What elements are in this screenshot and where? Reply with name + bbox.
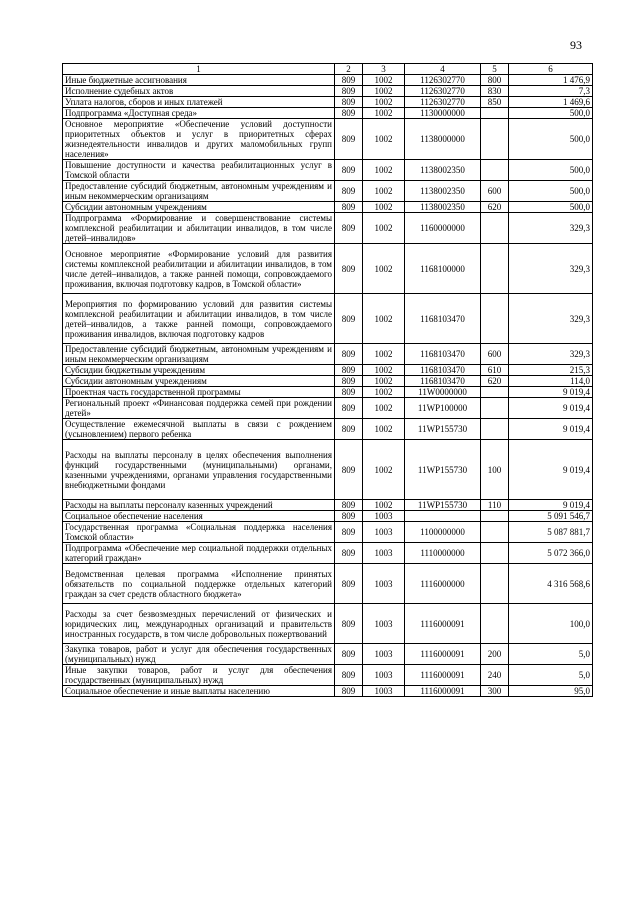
- row-target-code: 11WP100000: [405, 398, 481, 419]
- col-header: 5: [481, 64, 509, 75]
- row-section-code: 1002: [363, 202, 405, 213]
- row-amount: 329,3: [509, 213, 593, 244]
- row-expense-type: 240: [481, 665, 509, 686]
- row-section-code: 1002: [363, 97, 405, 108]
- row-expense-type: 830: [481, 86, 509, 97]
- row-target-code: 1126302770: [405, 86, 481, 97]
- row-amount: 1 469,6: [509, 97, 593, 108]
- table-row: [63, 522, 593, 543]
- row-section-code: 1003: [363, 686, 405, 697]
- row-amount: 95,0: [509, 686, 593, 697]
- row-ministry-code: 809: [335, 86, 363, 97]
- row-name: Иные бюджетные ассигнования: [63, 75, 335, 86]
- row-target-code: 1110000000: [405, 543, 481, 564]
- row-target-code: 1116000091: [405, 604, 481, 644]
- row-amount: 9 019,4: [509, 419, 593, 440]
- row-expense-type: [481, 213, 509, 244]
- col-header: 1: [63, 64, 335, 75]
- row-target-code: 1100000000: [405, 522, 481, 543]
- row-amount: 100,0: [509, 604, 593, 644]
- row-section-code: 1002: [363, 75, 405, 86]
- row-name: Расходы на выплаты персоналу в целях обеспечения выполнения функций государственными (муниципальными) органами, казенными учреждениями, органами управления государственными внебюджетными фондами: [63, 440, 335, 500]
- row-target-code: 1116000091: [405, 644, 481, 665]
- row-target-code: 11WP155730: [405, 440, 481, 500]
- row-target-code: 1168103470: [405, 376, 481, 387]
- row-expense-type: 110: [481, 500, 509, 511]
- row-section-code: 1002: [363, 86, 405, 97]
- table-row: [63, 86, 593, 97]
- table-row: [63, 419, 593, 440]
- row-name: Государственная программа «Социальная поддержка населения Томской области»: [63, 522, 335, 543]
- row-ministry-code: 809: [335, 108, 363, 119]
- row-section-code: 1002: [363, 398, 405, 419]
- row-expense-type: 600: [481, 344, 509, 365]
- row-amount: 500,0: [509, 181, 593, 202]
- row-amount: 114,0: [509, 376, 593, 387]
- row-expense-type: [481, 398, 509, 419]
- page-number: 93: [570, 38, 582, 52]
- row-name: Исполнение судебных актов: [63, 86, 335, 97]
- row-amount: 500,0: [509, 108, 593, 119]
- table-row: [63, 564, 593, 604]
- row-section-code: 1003: [363, 511, 405, 522]
- row-expense-type: 800: [481, 75, 509, 86]
- row-amount: 5 087 881,7: [509, 522, 593, 543]
- row-expense-type: 620: [481, 376, 509, 387]
- row-name: Субсидии бюджетным учреждениям: [63, 365, 335, 376]
- row-amount: 500,0: [509, 202, 593, 213]
- row-name: Социальное обеспечение и иные выплаты населению: [63, 686, 335, 697]
- row-target-code: 1116000000: [405, 564, 481, 604]
- row-name: Социальное обеспечение населения: [63, 511, 335, 522]
- table-row: [63, 604, 593, 644]
- row-target-code: 11WP155730: [405, 500, 481, 511]
- table-row: [63, 543, 593, 564]
- row-name: Подпрограмма «Обеспечение мер социальной поддержки отдельных категорий граждан»: [63, 543, 335, 564]
- row-expense-type: 200: [481, 644, 509, 665]
- table-row: [63, 398, 593, 419]
- table-row: [63, 181, 593, 202]
- table-row: [63, 119, 593, 160]
- row-ministry-code: 809: [335, 365, 363, 376]
- row-expense-type: [481, 119, 509, 160]
- row-amount: 5 072 366,0: [509, 543, 593, 564]
- row-ministry-code: 809: [335, 686, 363, 697]
- row-target-code: 11WP155730: [405, 419, 481, 440]
- row-amount: 5 091 546,7: [509, 511, 593, 522]
- row-name: Ведомственная целевая программа «Исполнение принятых обязательств по социальной поддержке отдельных категорий граждан за счет средств областного бюджета»: [63, 564, 335, 604]
- row-section-code: 1002: [363, 344, 405, 365]
- row-section-code: 1002: [363, 213, 405, 244]
- row-amount: 1 476,9: [509, 75, 593, 86]
- row-ministry-code: 809: [335, 387, 363, 398]
- row-amount: 500,0: [509, 119, 593, 160]
- row-ministry-code: 809: [335, 500, 363, 511]
- row-ministry-code: 809: [335, 564, 363, 604]
- row-ministry-code: 809: [335, 376, 363, 387]
- row-target-code: 1138000000: [405, 119, 481, 160]
- row-ministry-code: 809: [335, 522, 363, 543]
- table-row: [63, 387, 593, 398]
- row-ministry-code: 809: [335, 160, 363, 181]
- row-name: Подпрограмма «Формирование и совершенствование системы комплексной реабилитации и абилитации инвалидов, в том числе детей–инвалидов»: [63, 213, 335, 244]
- row-expense-type: [481, 294, 509, 344]
- row-name: Основное мероприятие «Формирование условий для развития системы комплексной реабилитации и абилитации инвалидов, в том числе детей–инвалидов, а также ранней помощи, сопровождаемого проживания, включая подготовку кадров, в Томской области»: [63, 244, 335, 294]
- row-amount: 9 019,4: [509, 500, 593, 511]
- row-target-code: 1168103470: [405, 294, 481, 344]
- row-section-code: 1002: [363, 181, 405, 202]
- row-name: Основное мероприятие «Обеспечение условий доступности приоритетных объектов и услуг в приоритетных сферах жизнедеятельности инвалидов и других маломобильных групп населения»: [63, 119, 335, 160]
- table-row: [63, 294, 593, 344]
- table-row: [63, 376, 593, 387]
- row-ministry-code: 809: [335, 440, 363, 500]
- row-amount: 7,3: [509, 86, 593, 97]
- row-ministry-code: 809: [335, 181, 363, 202]
- table-row: [63, 665, 593, 686]
- table-row: [63, 202, 593, 213]
- row-section-code: 1003: [363, 522, 405, 543]
- table-row: [63, 686, 593, 697]
- row-section-code: 1002: [363, 376, 405, 387]
- row-section-code: 1002: [363, 160, 405, 181]
- table-row: [63, 344, 593, 365]
- row-ministry-code: 809: [335, 202, 363, 213]
- table-row: [63, 160, 593, 181]
- row-ministry-code: 809: [335, 294, 363, 344]
- row-target-code: 1160000000: [405, 213, 481, 244]
- row-expense-type: 850: [481, 97, 509, 108]
- table-row: [63, 108, 593, 119]
- row-expense-type: [481, 522, 509, 543]
- row-expense-type: [481, 244, 509, 294]
- row-ministry-code: 809: [335, 543, 363, 564]
- row-expense-type: [481, 419, 509, 440]
- row-ministry-code: 809: [335, 75, 363, 86]
- row-name: Региональный проект «Финансовая поддержка семей при рождении детей»: [63, 398, 335, 419]
- row-amount: 500,0: [509, 160, 593, 181]
- row-ministry-code: 809: [335, 604, 363, 644]
- row-name: Субсидии автономным учреждениям: [63, 202, 335, 213]
- row-section-code: 1003: [363, 564, 405, 604]
- row-ministry-code: 809: [335, 665, 363, 686]
- row-expense-type: [481, 543, 509, 564]
- col-header: 4: [405, 64, 481, 75]
- row-expense-type: 620: [481, 202, 509, 213]
- table-row: [63, 213, 593, 244]
- row-name: Повышение доступности и качества реабилитационных услуг в Томской области: [63, 160, 335, 181]
- row-expense-type: [481, 387, 509, 398]
- row-name: Мероприятия по формированию условий для развития системы комплексной реабилитации и абилитации инвалидов, в том числе детей–инвалидов, а также ранней помощи, сопровождаемого проживания инвалидов, включая подготовку кадров: [63, 294, 335, 344]
- table-row: [63, 500, 593, 511]
- row-amount: 9 019,4: [509, 387, 593, 398]
- row-section-code: 1002: [363, 119, 405, 160]
- table-row: [63, 511, 593, 522]
- row-name: Предоставление субсидий бюджетным, автономным учреждениям и иным некоммерческим организациям: [63, 344, 335, 365]
- row-name: Подпрограмма «Доступная среда»: [63, 108, 335, 119]
- row-expense-type: [481, 511, 509, 522]
- row-section-code: 1002: [363, 108, 405, 119]
- row-amount: 9 019,4: [509, 398, 593, 419]
- header-row: [63, 64, 593, 75]
- row-amount: 329,3: [509, 294, 593, 344]
- row-target-code: 1116000091: [405, 686, 481, 697]
- row-target-code: 1116000091: [405, 665, 481, 686]
- row-amount: 9 019,4: [509, 440, 593, 500]
- table-body: [63, 75, 593, 697]
- row-amount: 5,0: [509, 665, 593, 686]
- row-ministry-code: 809: [335, 419, 363, 440]
- row-section-code: 1002: [363, 440, 405, 500]
- row-section-code: 1002: [363, 365, 405, 376]
- row-name: Закупка товаров, работ и услуг для обеспечения государственных (муниципальных) нужд: [63, 644, 335, 665]
- row-amount: 329,3: [509, 344, 593, 365]
- row-expense-type: 100: [481, 440, 509, 500]
- row-target-code: 1126302770: [405, 97, 481, 108]
- budget-table: [62, 63, 593, 697]
- row-ministry-code: 809: [335, 344, 363, 365]
- row-section-code: 1003: [363, 543, 405, 564]
- row-name: Иные закупки товаров, работ и услуг для обеспечения государственных (муниципальных) нужд: [63, 665, 335, 686]
- row-section-code: 1002: [363, 244, 405, 294]
- row-ministry-code: 809: [335, 244, 363, 294]
- table-row: [63, 97, 593, 108]
- row-section-code: 1002: [363, 294, 405, 344]
- row-amount: 4 316 568,6: [509, 564, 593, 604]
- row-ministry-code: 809: [335, 213, 363, 244]
- table-row: [63, 644, 593, 665]
- row-amount: 5,0: [509, 644, 593, 665]
- row-ministry-code: 809: [335, 511, 363, 522]
- col-header: 6: [509, 64, 593, 75]
- row-ministry-code: 809: [335, 398, 363, 419]
- row-ministry-code: 809: [335, 97, 363, 108]
- row-name: Субсидии автономным учреждениям: [63, 376, 335, 387]
- row-name: Проектная часть государственной программы: [63, 387, 335, 398]
- row-section-code: 1003: [363, 644, 405, 665]
- row-section-code: 1003: [363, 604, 405, 644]
- row-target-code: 1138002350: [405, 160, 481, 181]
- row-expense-type: [481, 604, 509, 644]
- col-header: 3: [363, 64, 405, 75]
- table-row: [63, 75, 593, 86]
- row-target-code: 1138002350: [405, 181, 481, 202]
- row-name: Уплата налогов, сборов и иных платежей: [63, 97, 335, 108]
- row-target-code: 1130000000: [405, 108, 481, 119]
- row-name: Предоставление субсидий бюджетным, автономным учреждениям и иным некоммерческим организациям: [63, 181, 335, 202]
- row-amount: 215,3: [509, 365, 593, 376]
- row-target-code: 1168100000: [405, 244, 481, 294]
- row-section-code: 1002: [363, 500, 405, 511]
- row-target-code: [405, 511, 481, 522]
- row-expense-type: 600: [481, 181, 509, 202]
- row-ministry-code: 809: [335, 119, 363, 160]
- row-ministry-code: 809: [335, 644, 363, 665]
- table-row: [63, 440, 593, 500]
- row-section-code: 1003: [363, 665, 405, 686]
- row-expense-type: [481, 108, 509, 119]
- row-target-code: 1168103470: [405, 365, 481, 376]
- row-name: Расходы за счет безвозмездных перечислений от физических и юридических лиц, международных организаций и правительств иностранных государств, в том числе добровольных пожертвований: [63, 604, 335, 644]
- row-name: Расходы на выплаты персоналу казенных учреждений: [63, 500, 335, 511]
- row-name: Осуществление ежемесячной выплаты в связи с рождением (усыновлением) первого ребенка: [63, 419, 335, 440]
- row-target-code: 1168103470: [405, 344, 481, 365]
- row-expense-type: [481, 160, 509, 181]
- row-section-code: 1002: [363, 419, 405, 440]
- table-row: [63, 365, 593, 376]
- row-expense-type: [481, 564, 509, 604]
- row-expense-type: 300: [481, 686, 509, 697]
- row-target-code: 1126302770: [405, 75, 481, 86]
- row-target-code: 1138002350: [405, 202, 481, 213]
- col-header: 2: [335, 64, 363, 75]
- row-expense-type: 610: [481, 365, 509, 376]
- row-section-code: 1002: [363, 387, 405, 398]
- table-row: [63, 244, 593, 294]
- row-amount: 329,3: [509, 244, 593, 294]
- row-target-code: 11W0000000: [405, 387, 481, 398]
